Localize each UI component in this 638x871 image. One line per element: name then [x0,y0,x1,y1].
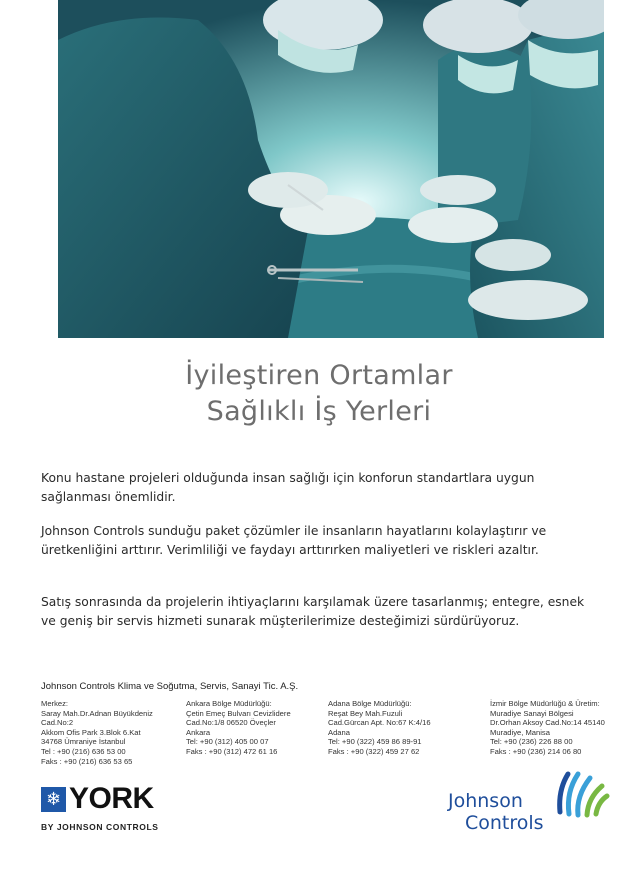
address-fax: Faks : +90 (236) 214 06 80 [490,746,582,756]
address-line: Reşat Bey Mah.Fuzuli [328,708,403,718]
address-line: Cad.Gürcan Apt. No:67 K:4/16 [328,718,431,728]
address-phone: Tel: +90 (236) 226 88 00 [490,737,573,747]
address-line: İzmir Bölge Müdürlüğü & Üretim: [490,699,600,708]
address-line: Saray Mah.Dr.Adnan Büyükdeniz [41,708,153,718]
address-line: Muradiye Sanayi Bölgesi [490,708,574,718]
snowflake-icon: ❄ [41,787,66,812]
york-logo [41,782,159,832]
hero-photo [58,0,604,338]
address-line: Muradiye, Manisa [490,727,550,737]
headline-line-1: İyileştiren Ortamlar [185,360,453,391]
paragraph-solutions: Johnson Controls sunduğu paket çözümler ile insanların hayatlarını kolaylaştırır ve üretkenliğini arttırır. Verimliliği ve faydayı arttırırken maliyetleri ve riskleri azaltır. [41,524,547,557]
york-wordmark: YORK [69,782,154,815]
address-line: Merkez: [41,699,69,708]
address-line: Ankara Bölge Müdürlüğü: [186,699,272,708]
york-tagline: BY JOHNSON CONTROLS [41,822,159,832]
address-line: Çetin Emeç Bulvarı Cevizlidere [186,708,291,718]
address-phone: Tel: +90 (322) 459 86 89-91 [328,737,422,747]
address-ankara [186,699,326,757]
address-line: Cad.No:1/8 06520 Öveçler [186,718,276,728]
address-line: Cad.No:2 [41,718,74,728]
headline-line-2: Sağlıklı İş Yerleri [206,396,432,427]
address-fax: Faks : +90 (322) 459 27 62 [328,746,420,756]
address-headquarters [41,699,181,766]
address-line: Ankara [186,727,211,737]
address-fax: Faks : +90 (216) 636 53 65 [41,756,133,766]
address-izmir [490,699,630,757]
headline [0,358,638,430]
address-line: Dr.Orhan Aksoy Cad.No:14 45140 [490,718,605,728]
address-phone: Tel: +90 (312) 405 00 07 [186,737,269,747]
address-phone: Tel : +90 (216) 636 53 00 [41,746,126,756]
address-line: Akkom Ofis Park 3.Blok 6.Kat [41,727,141,737]
jc-word-johnson: Johnson [448,790,523,812]
address-line: 34768 Ümraniye İstanbul [41,737,126,747]
surgery-illustration [58,0,604,338]
jc-wordmark [448,790,544,834]
address-line: Adana Bölge Müdürlüğü: [328,699,412,708]
address-line: Adana [328,727,350,737]
address-adana [328,699,468,757]
address-fax: Faks : +90 (312) 472 61 16 [186,746,278,756]
paragraph-comfort: Konu hastane projeleri olduğunda insan sağlığı için konforun standartlara uygun sağlanması önemlidir. [41,471,535,504]
paragraph-service: Satış sonrasında da projelerin ihtiyaçlarını karşılamak üzere tasarlanmış; entegre, esnek ve geniş bir servis hizmeti sunarak müşterilerimize desteğimizi sürdürüyoruz. [41,595,585,628]
johnson-controls-logo [448,768,610,838]
jc-word-controls: Controls [465,812,544,834]
company-name: Johnson Controls Klima ve Soğutma, Servis, Sanayi Tic. A.Ş. [41,681,299,692]
jc-wave-icon [556,768,610,820]
